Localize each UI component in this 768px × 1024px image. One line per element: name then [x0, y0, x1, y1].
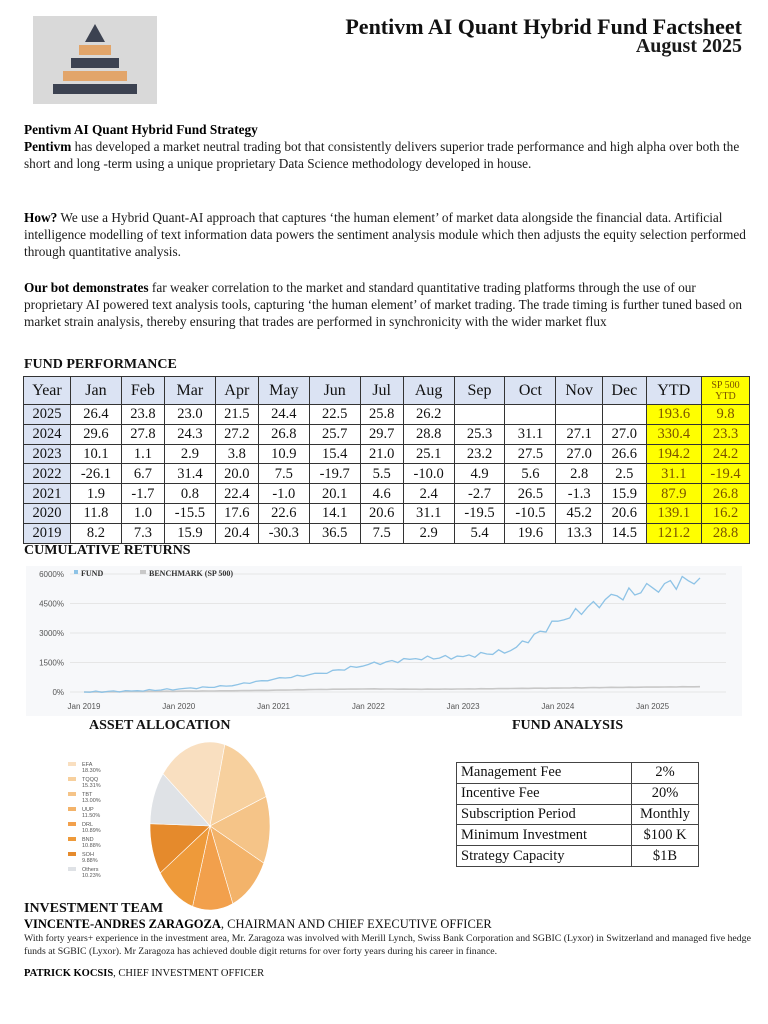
month-cell: 2.4: [403, 484, 454, 504]
ytd-cell: 87.9: [646, 484, 701, 504]
legend-label: TBT: [82, 792, 93, 798]
month-cell: -1.0: [258, 484, 309, 504]
ytd-cell: 193.6: [646, 405, 701, 425]
month-cell: 28.8: [403, 424, 454, 444]
legend-swatch: [68, 837, 76, 841]
month-cell: 19.6: [505, 523, 556, 543]
month-cell: -1.3: [556, 484, 603, 504]
fund-analysis-heading: FUND ANALYSIS: [512, 718, 624, 733]
sp500-ytd-cell: 26.8: [702, 484, 750, 504]
x-tick-label: Jan 2025: [636, 702, 670, 711]
month-cell: [454, 405, 505, 425]
report-month: August 2025: [635, 35, 742, 57]
month-cell: 27.2: [215, 424, 258, 444]
sp500-ytd-cell: 24.2: [702, 444, 750, 464]
sp500-ytd-cell: -19.4: [702, 464, 750, 484]
analysis-value: Monthly: [632, 804, 699, 825]
month-cell: -15.5: [164, 503, 215, 523]
legend-swatch: [68, 822, 76, 826]
month-cell: [602, 405, 646, 425]
asset-allocation-chart: [60, 740, 280, 910]
month-cell: 4.9: [454, 464, 505, 484]
table-row: [24, 484, 750, 504]
year-cell: 2024: [24, 424, 71, 444]
year-cell: 2022: [24, 464, 71, 484]
legend-swatch-fund: [74, 570, 78, 574]
month-cell: 20.0: [215, 464, 258, 484]
table-row: [24, 424, 750, 444]
table-row: [457, 825, 699, 846]
ytd-cell: 194.2: [646, 444, 701, 464]
month-cell: 36.5: [309, 523, 360, 543]
legend-label-benchmark: BENCHMARK (SP 500): [149, 569, 233, 578]
team-member-1-bio: With forty years+ experience in the investment area, Mr. Zaragoza was involved with Merill Lynch, Swiss Bank Corporation and SGBIC (Lyxor) in Switzerland and managed five hedge funds at SGBIC (Lyxor). Mr Zaragoza has achieved double digit returns for over forty years during his career in finance.: [24, 933, 751, 957]
month-cell: -10.5: [505, 503, 556, 523]
month-cell: 31.1: [403, 503, 454, 523]
legend-swatch: [68, 777, 76, 781]
month-cell: 24.3: [164, 424, 215, 444]
month-cell: 26.8: [258, 424, 309, 444]
table-row: [24, 444, 750, 464]
month-cell: 14.5: [602, 523, 646, 543]
legend-label: Others: [82, 867, 99, 873]
month-cell: 6.7: [121, 464, 164, 484]
header-cell: Dec: [602, 377, 646, 405]
year-cell: 2023: [24, 444, 71, 464]
legend-value: 18.30%: [82, 768, 101, 774]
month-cell: 4.6: [360, 484, 403, 504]
legend-value: 15.31%: [82, 783, 101, 789]
analysis-value: $1B: [632, 846, 699, 867]
month-cell: 27.0: [602, 424, 646, 444]
analysis-label: Management Fee: [457, 763, 632, 784]
month-cell: 27.5: [505, 444, 556, 464]
month-cell: 20.6: [360, 503, 403, 523]
year-cell: 2025: [24, 405, 71, 425]
month-cell: 20.4: [215, 523, 258, 543]
month-cell: 22.6: [258, 503, 309, 523]
analysis-label: Minimum Investment: [457, 825, 632, 846]
x-tick-label: Jan 2020: [162, 702, 196, 711]
month-cell: -30.3: [258, 523, 309, 543]
sp500-ytd-cell: 9.8: [702, 405, 750, 425]
month-cell: -1.7: [121, 484, 164, 504]
legend-label: BND: [82, 837, 94, 843]
header-cell: Feb: [121, 377, 164, 405]
month-cell: 1.1: [121, 444, 164, 464]
sp500-ytd-cell: 28.8: [702, 523, 750, 543]
month-cell: 2.9: [164, 444, 215, 464]
page-title: Pentivm AI Quant Hybrid Fund Factsheet: [345, 14, 742, 39]
month-cell: 20.6: [602, 503, 646, 523]
month-cell: 5.6: [505, 464, 556, 484]
x-tick-label: Jan 2023: [446, 702, 480, 711]
year-cell: 2021: [24, 484, 71, 504]
table-row: [24, 523, 750, 543]
paragraph-lead: Pentivm: [24, 139, 72, 154]
legend-label: DRL: [82, 822, 94, 828]
asset-allocation-pie: [60, 740, 280, 910]
month-cell: 7.5: [258, 464, 309, 484]
month-cell: 26.2: [403, 405, 454, 425]
month-cell: 26.5: [505, 484, 556, 504]
month-cell: [556, 405, 603, 425]
team-member-2: [24, 968, 264, 979]
paragraph-text: has developed a market neutral trading bot that consistently delivers superior trade performance and high alpha over both the short and long -term using a unique proprietary Data Science methodology developed in house.: [24, 139, 740, 171]
month-cell: 10.9: [258, 444, 309, 464]
month-cell: 3.8: [215, 444, 258, 464]
month-cell: 15.4: [309, 444, 360, 464]
sp500-ytd-cell: 16.2: [702, 503, 750, 523]
ytd-cell: 31.1: [646, 464, 701, 484]
ytd-cell: 330.4: [646, 424, 701, 444]
month-cell: 31.1: [505, 424, 556, 444]
member-role: , CHIEF INVESTMENT OFFICER: [113, 968, 265, 979]
month-cell: 2.9: [403, 523, 454, 543]
month-cell: 17.6: [215, 503, 258, 523]
month-cell: 27.8: [121, 424, 164, 444]
investment-team-heading: INVESTMENT TEAM: [24, 901, 164, 916]
legend-swatch: [68, 792, 76, 796]
pyramid-logo-icon: [33, 16, 157, 104]
x-tick-label: Jan 2022: [351, 702, 385, 711]
table-row: [457, 783, 699, 804]
legend-value: 10.88%: [82, 843, 101, 849]
strategy-paragraph-2: [24, 209, 754, 260]
analysis-label: Subscription Period: [457, 804, 632, 825]
table-row: [457, 763, 699, 784]
month-cell: 27.0: [556, 444, 603, 464]
month-cell: 25.3: [454, 424, 505, 444]
month-cell: 25.8: [360, 405, 403, 425]
ytd-cell: 139.1: [646, 503, 701, 523]
company-logo: [33, 16, 157, 104]
header-cell: Aug: [403, 377, 454, 405]
table-header-row: [24, 377, 750, 405]
month-cell: 25.1: [403, 444, 454, 464]
header-cell: Jun: [309, 377, 360, 405]
sp500-header-line-1: SP 500: [711, 379, 740, 391]
month-cell: 27.1: [556, 424, 603, 444]
legend-swatch: [68, 807, 76, 811]
table-row: [457, 846, 699, 867]
header-cell: Jan: [71, 377, 122, 405]
chart-legend: [74, 569, 233, 578]
legend-swatch: [68, 852, 76, 856]
paragraph-lead: Our bot demonstrates: [24, 280, 149, 295]
team-member-1: [24, 917, 492, 932]
legend-label: EFA: [82, 762, 93, 768]
cumulative-returns-heading: CUMULATIVE RETURNS: [24, 543, 191, 558]
strategy-paragraph-3: [24, 279, 754, 330]
legend-label-fund: FUND: [81, 569, 104, 578]
month-cell: 14.1: [309, 503, 360, 523]
y-tick-label: 3000%: [39, 629, 64, 638]
header-cell: May: [258, 377, 309, 405]
month-cell: 0.8: [164, 484, 215, 504]
header-cell: Nov: [556, 377, 603, 405]
month-cell: -26.1: [71, 464, 122, 484]
month-cell: 21.0: [360, 444, 403, 464]
month-cell: 31.4: [164, 464, 215, 484]
cumulative-returns-chart: [26, 566, 742, 716]
member-role: , CHAIRMAN AND CHIEF EXECUTIVE OFFICER: [220, 917, 492, 931]
x-tick-label: Jan 2021: [257, 702, 290, 711]
header-cell: Oct: [505, 377, 556, 405]
fund-performance-heading: FUND PERFORMANCE: [24, 357, 177, 372]
paragraph-lead: How?: [24, 210, 58, 225]
y-tick-label: 1500%: [39, 658, 64, 668]
month-cell: 22.5: [309, 405, 360, 425]
analysis-value: 20%: [632, 783, 699, 804]
strategy-heading: Pentivm AI Quant Hybrid Fund Strategy: [24, 122, 258, 137]
header-cell: Year: [24, 377, 71, 405]
month-cell: 23.2: [454, 444, 505, 464]
legend-value: 13.00%: [82, 798, 101, 804]
month-cell: 20.1: [309, 484, 360, 504]
y-tick-label: 0%: [52, 688, 64, 697]
month-cell: 23.0: [164, 405, 215, 425]
month-cell: [505, 405, 556, 425]
month-cell: 24.4: [258, 405, 309, 425]
month-cell: 8.2: [71, 523, 122, 543]
month-cell: 13.3: [556, 523, 603, 543]
analysis-label: Incentive Fee: [457, 783, 632, 804]
x-tick-label: Jan 2024: [541, 702, 575, 711]
legend-swatch-benchmark: [140, 570, 146, 574]
fund-performance-body: [24, 405, 750, 544]
month-cell: 10.1: [71, 444, 122, 464]
cumulative-returns-svg: [26, 566, 742, 716]
month-cell: 23.8: [121, 405, 164, 425]
month-cell: 5.5: [360, 464, 403, 484]
fund-performance-table: [23, 376, 750, 544]
legend-value: 10.89%: [82, 828, 101, 834]
month-cell: 25.7: [309, 424, 360, 444]
analysis-value: $100 K: [632, 825, 699, 846]
ytd-cell: 121.2: [646, 523, 701, 543]
legend-value: 9.88%: [82, 858, 98, 864]
month-cell: 2.5: [602, 464, 646, 484]
month-cell: 26.4: [71, 405, 122, 425]
header-cell: Apr: [215, 377, 258, 405]
strategy-paragraph-1: [24, 138, 754, 172]
month-cell: 26.6: [602, 444, 646, 464]
sp500-ytd-cell: 23.3: [702, 424, 750, 444]
month-cell: -10.0: [403, 464, 454, 484]
y-tick-label: 4500%: [39, 599, 64, 609]
year-cell: 2019: [24, 523, 71, 543]
header-cell: Jul: [360, 377, 403, 405]
header-cell: Sep: [454, 377, 505, 405]
month-cell: 2.8: [556, 464, 603, 484]
month-cell: 15.9: [602, 484, 646, 504]
asset-allocation-heading: ASSET ALLOCATION: [89, 718, 231, 733]
month-cell: 21.5: [215, 405, 258, 425]
month-cell: 29.6: [71, 424, 122, 444]
year-cell: 2020: [24, 503, 71, 523]
table-row: [24, 405, 750, 425]
month-cell: 7.3: [121, 523, 164, 543]
legend-value: 11.50%: [82, 813, 101, 819]
fund-series-line: [84, 577, 700, 693]
month-cell: -2.7: [454, 484, 505, 504]
month-cell: 22.4: [215, 484, 258, 504]
legend-label: SOH: [82, 852, 94, 858]
sp500-ytd-header: [702, 377, 750, 405]
header-cell: YTD: [646, 377, 701, 405]
month-cell: 1.0: [121, 503, 164, 523]
legend-swatch: [68, 867, 76, 871]
paragraph-text: far weaker correlation to the market and standard quantitative trading platforms through the use of our proprietary AI powered text analysis tools, capturing ‘the human element’ of market trading. The trade timing is further tuned based on market strain analysis, thereby ensuring that trades are performed in synchronicity with the wider market flux: [24, 280, 743, 329]
table-row: [24, 464, 750, 484]
member-name: VINCENTE-ANDRES ZARAGOZA: [24, 917, 221, 931]
month-cell: 45.2: [556, 503, 603, 523]
table-row: [24, 503, 750, 523]
legend-swatch: [68, 762, 76, 766]
table-row: [457, 804, 699, 825]
month-cell: 15.9: [164, 523, 215, 543]
paragraph-text: We use a Hybrid Quant-AI approach that captures ‘the human element’ of market data alongside the financial data. Artificial intelligence modelling of text information data powers the sentiment analysis module which then adjusts the equity selection performed through quantitative analysis.: [24, 210, 746, 259]
fund-analysis-table: [456, 762, 699, 867]
month-cell: 11.8: [71, 503, 122, 523]
legend-label: UUP: [82, 807, 94, 813]
sp500-header-line-2: YTD: [715, 390, 736, 402]
analysis-value: 2%: [632, 763, 699, 784]
month-cell: 29.7: [360, 424, 403, 444]
legend-value: 10.23%: [82, 873, 101, 879]
month-cell: 7.5: [360, 523, 403, 543]
month-cell: -19.5: [454, 503, 505, 523]
legend-label: TQQQ: [82, 777, 99, 783]
x-tick-label: Jan 2019: [67, 702, 101, 711]
y-tick-label: 6000%: [39, 570, 64, 579]
member-name: PATRICK KOCSIS: [24, 968, 114, 979]
month-cell: -19.7: [309, 464, 360, 484]
analysis-label: Strategy Capacity: [457, 846, 632, 867]
month-cell: 1.9: [71, 484, 122, 504]
header-cell: Mar: [164, 377, 215, 405]
month-cell: 5.4: [454, 523, 505, 543]
